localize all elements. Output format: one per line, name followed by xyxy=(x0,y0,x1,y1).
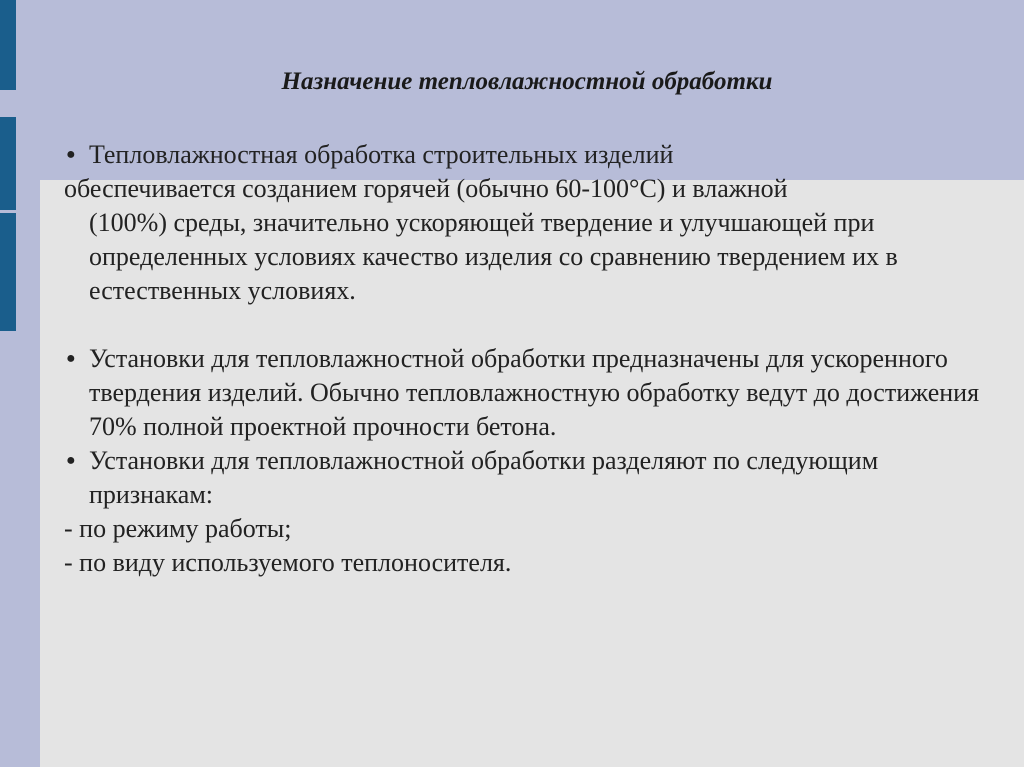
bullet-paragraph-3 xyxy=(64,444,984,512)
list-item-mode: - по режиму работы; xyxy=(64,514,292,543)
bullet-paragraph-1 xyxy=(64,138,984,308)
bullet-icon: ● xyxy=(66,350,76,367)
accent-bar-middle xyxy=(0,117,16,210)
paragraph-2-text: Установки для тепловлажностной обработки предназначены для ускоренного твердения изделий. Обычно тепловлажностную обработку ведут до достижения 70% полной проектной прочности бетона. xyxy=(89,344,980,441)
paragraph-1-line-2: обеспечивается созданием горячей (обычно 60-100°С) и влажной xyxy=(64,174,788,203)
slide-body xyxy=(64,138,984,580)
bullet-icon: ● xyxy=(66,146,76,163)
paragraph-spacer xyxy=(64,308,984,342)
bullet-icon: ● xyxy=(66,452,76,469)
bullet-paragraph-2 xyxy=(64,342,984,444)
list-item-carrier: - по виду используемого теплоносителя. xyxy=(64,548,512,577)
slide-title: Назначение тепловлажностной обработки xyxy=(281,68,773,95)
accent-bar-bottom xyxy=(0,213,16,331)
paragraph-1-rest: (100%) среды, значительно ускоряющей твердение и улучшающей при определенных условиях качество изделия со сравнению твердением их в естественных условиях. xyxy=(89,208,898,305)
left-strip xyxy=(0,0,40,767)
paragraph-3-text: Установки для тепловлажностной обработки разделяют по следующим признакам: xyxy=(89,446,879,509)
paragraph-1-line-1: Тепловлажностная обработка строительных изделий xyxy=(89,140,674,169)
